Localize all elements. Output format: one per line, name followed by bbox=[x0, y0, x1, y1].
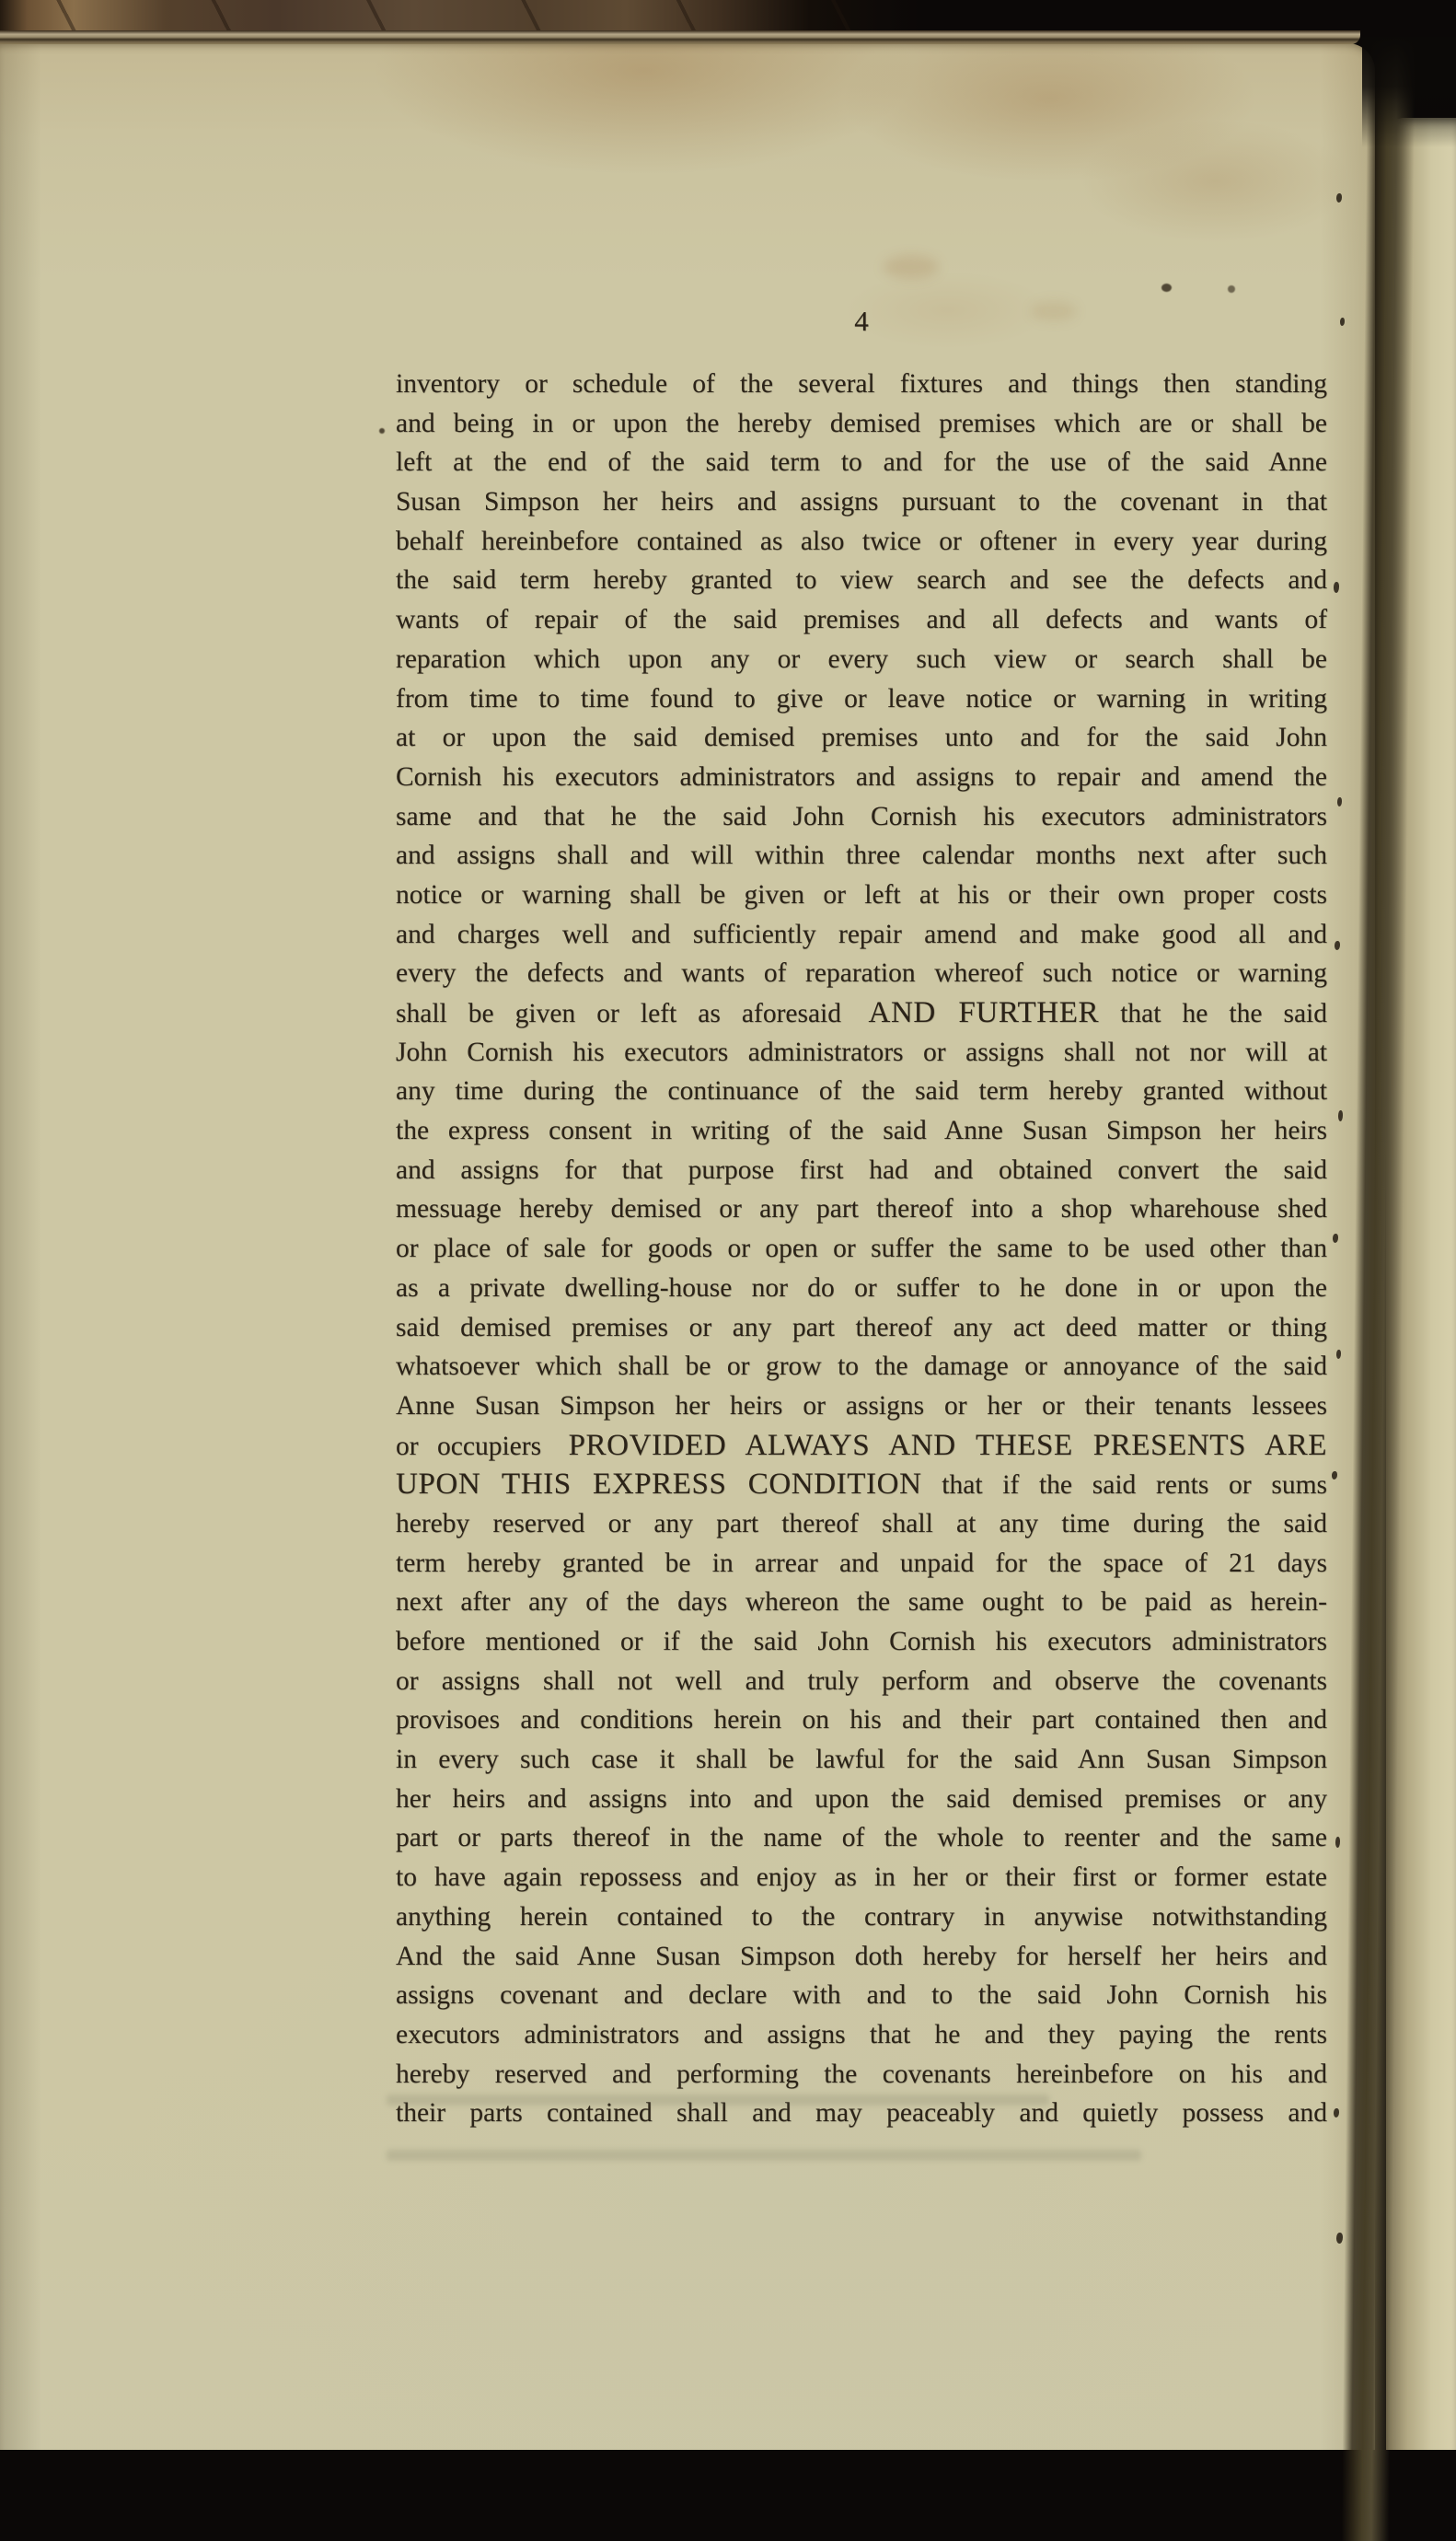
text-line: every the defects and wants of reparation whereof such notice or warning bbox=[396, 958, 1327, 989]
ink-mark bbox=[1334, 582, 1339, 593]
text-line: Cornish his executors administrators and assigns to repair and amend the bbox=[396, 761, 1327, 792]
text-line: in every such case it shall be lawful for the said Ann Susan Simpson bbox=[396, 1745, 1327, 1775]
text-line: behalf hereinbefore contained as also twice or oftener in every year during bbox=[396, 526, 1327, 556]
paper-stain bbox=[884, 255, 939, 279]
text-line: same and that he the said John Cornish his executors administrators bbox=[396, 801, 1327, 831]
ink-mark bbox=[1335, 1837, 1340, 1848]
text-line: Anne Susan Simpson her heirs or assigns or her or their tenants lessees bbox=[396, 1390, 1327, 1421]
text-line: before mentioned or if the said John Cornish his executors administrators bbox=[396, 1627, 1327, 1656]
page-number: 4 bbox=[854, 305, 869, 337]
ink-mark bbox=[1337, 797, 1342, 806]
text-line: and charges well and sufficiently repair amend and make good all and bbox=[396, 919, 1327, 949]
margin-dot bbox=[379, 428, 385, 434]
text-line: any time during the continuance of the said term hereby granted without bbox=[396, 1076, 1327, 1107]
text-line: hereby reserved and performing the covenants hereinbefore on his and bbox=[396, 2059, 1327, 2089]
text-line: said demised premises or any part thereof any act deed matter or thing bbox=[396, 1312, 1327, 1342]
text-line: wants of repair of the said premises and all defects and wants of bbox=[396, 605, 1327, 635]
ink-mark bbox=[1336, 2233, 1343, 2244]
text-line: at or upon the said demised premises unto and for the said John bbox=[396, 723, 1327, 753]
text-line: left at the end of the said term to and for the use of the said Anne bbox=[396, 447, 1327, 478]
text-line: shall be given or left as aforesaid AND FURTHER that he the said bbox=[396, 996, 1328, 1029]
text-line: Susan Simpson her heirs and assigns pursuant to the covenant in that bbox=[396, 487, 1327, 517]
ink-speck bbox=[1161, 284, 1172, 292]
text-line: and assigns shall and will within three calendar months next after such bbox=[396, 841, 1327, 871]
paper-stain bbox=[1031, 301, 1077, 321]
text-line: messuage hereby demised or any part thereof into a shop wharehouse shed bbox=[396, 1194, 1327, 1224]
ink-mark bbox=[1332, 1471, 1337, 1479]
text-line: and being in or upon the hereby demised premises which are or shall be bbox=[396, 408, 1327, 438]
text-block bbox=[396, 365, 1327, 2133]
text-line: reparation which upon any or every such view or search shall be bbox=[396, 644, 1327, 674]
text-line: the said term hereby granted to view search and see the defects and bbox=[396, 565, 1327, 596]
text-line: notice or warning shall be given or left at his or their own proper costs bbox=[396, 879, 1327, 910]
text-line: inventory or schedule of the several fixtures and things then standing bbox=[396, 369, 1327, 399]
text-line: to have again repossess and enjoy as in her or their first or former estate bbox=[396, 1862, 1327, 1893]
text-line: the express consent in writing of the said Anne Susan Simpson her heirs bbox=[396, 1116, 1327, 1146]
text-line: provisoes and conditions herein on his and their part contained then and bbox=[396, 1705, 1327, 1735]
text-line: hereby reserved or any part thereof shall at any time during the said bbox=[396, 1508, 1327, 1538]
text-line: or assigns shall not well and truly perform and observe the covenants bbox=[396, 1665, 1327, 1696]
text-line: and assigns for that purpose first had and obtained convert the said bbox=[396, 1154, 1327, 1185]
ink-mark bbox=[1338, 1110, 1343, 1121]
text-line: or place of sale for goods or open or suffer the same to be used other than bbox=[396, 1234, 1327, 1264]
text-line: assigns covenant and declare with and to the said John Cornish his bbox=[396, 1980, 1327, 2011]
text-line: term hereby granted be in arrear and unpaid for the space of 21 days bbox=[396, 1548, 1327, 1578]
text-line: whatsoever which shall be or grow to the damage or annoyance of the said bbox=[396, 1352, 1327, 1382]
text-line: from time to time found to give or leave notice or warning in writing bbox=[396, 683, 1327, 714]
text-line: her heirs and assigns into and upon the said demised premises or any bbox=[396, 1783, 1327, 1814]
text-line: UPON THIS EXPRESS CONDITION that if the said rents or sums bbox=[396, 1468, 1327, 1502]
verso-show-through bbox=[387, 2094, 1049, 2106]
text-line: or occupiers PROVIDED ALWAYS AND THESE PRESENTS ARE bbox=[396, 1428, 1327, 1462]
ink-mark bbox=[1336, 193, 1342, 203]
text-line: John Cornish his executors administrators or assigns shall not nor will at bbox=[396, 1037, 1327, 1067]
verso-show-through bbox=[387, 2150, 1141, 2161]
page-stack-edge bbox=[0, 30, 1360, 44]
text-line: as a private dwelling-house nor do or suffer to he done in or upon the bbox=[396, 1272, 1327, 1303]
ink-mark bbox=[1340, 318, 1345, 326]
text-line: next after any of the days whereon the same ought to be paid as herein- bbox=[396, 1587, 1327, 1618]
page-sheet bbox=[0, 43, 1375, 2450]
ink-mark bbox=[1335, 941, 1340, 950]
ink-mark bbox=[1333, 1234, 1338, 1243]
documents-above-strip bbox=[0, 0, 920, 31]
ink-mark bbox=[1334, 2108, 1339, 2118]
ink-speck bbox=[1228, 285, 1235, 293]
text-line: their parts contained shall and may peaceably and quietly possess and bbox=[396, 2098, 1327, 2129]
gutter-top-shadow bbox=[1362, 37, 1456, 147]
text-line: anything herein contained to the contrary in anywise notwithstanding bbox=[396, 1901, 1327, 1932]
ink-mark bbox=[1336, 1350, 1341, 1359]
text-line: part or parts thereof in the name of the whole to reenter and the same bbox=[396, 1823, 1327, 1853]
text-line: executors administrators and assigns that he and they paying the rents bbox=[396, 2019, 1327, 2049]
text-line: And the said Anne Susan Simpson doth hereby for herself her heirs and bbox=[396, 1941, 1327, 1971]
